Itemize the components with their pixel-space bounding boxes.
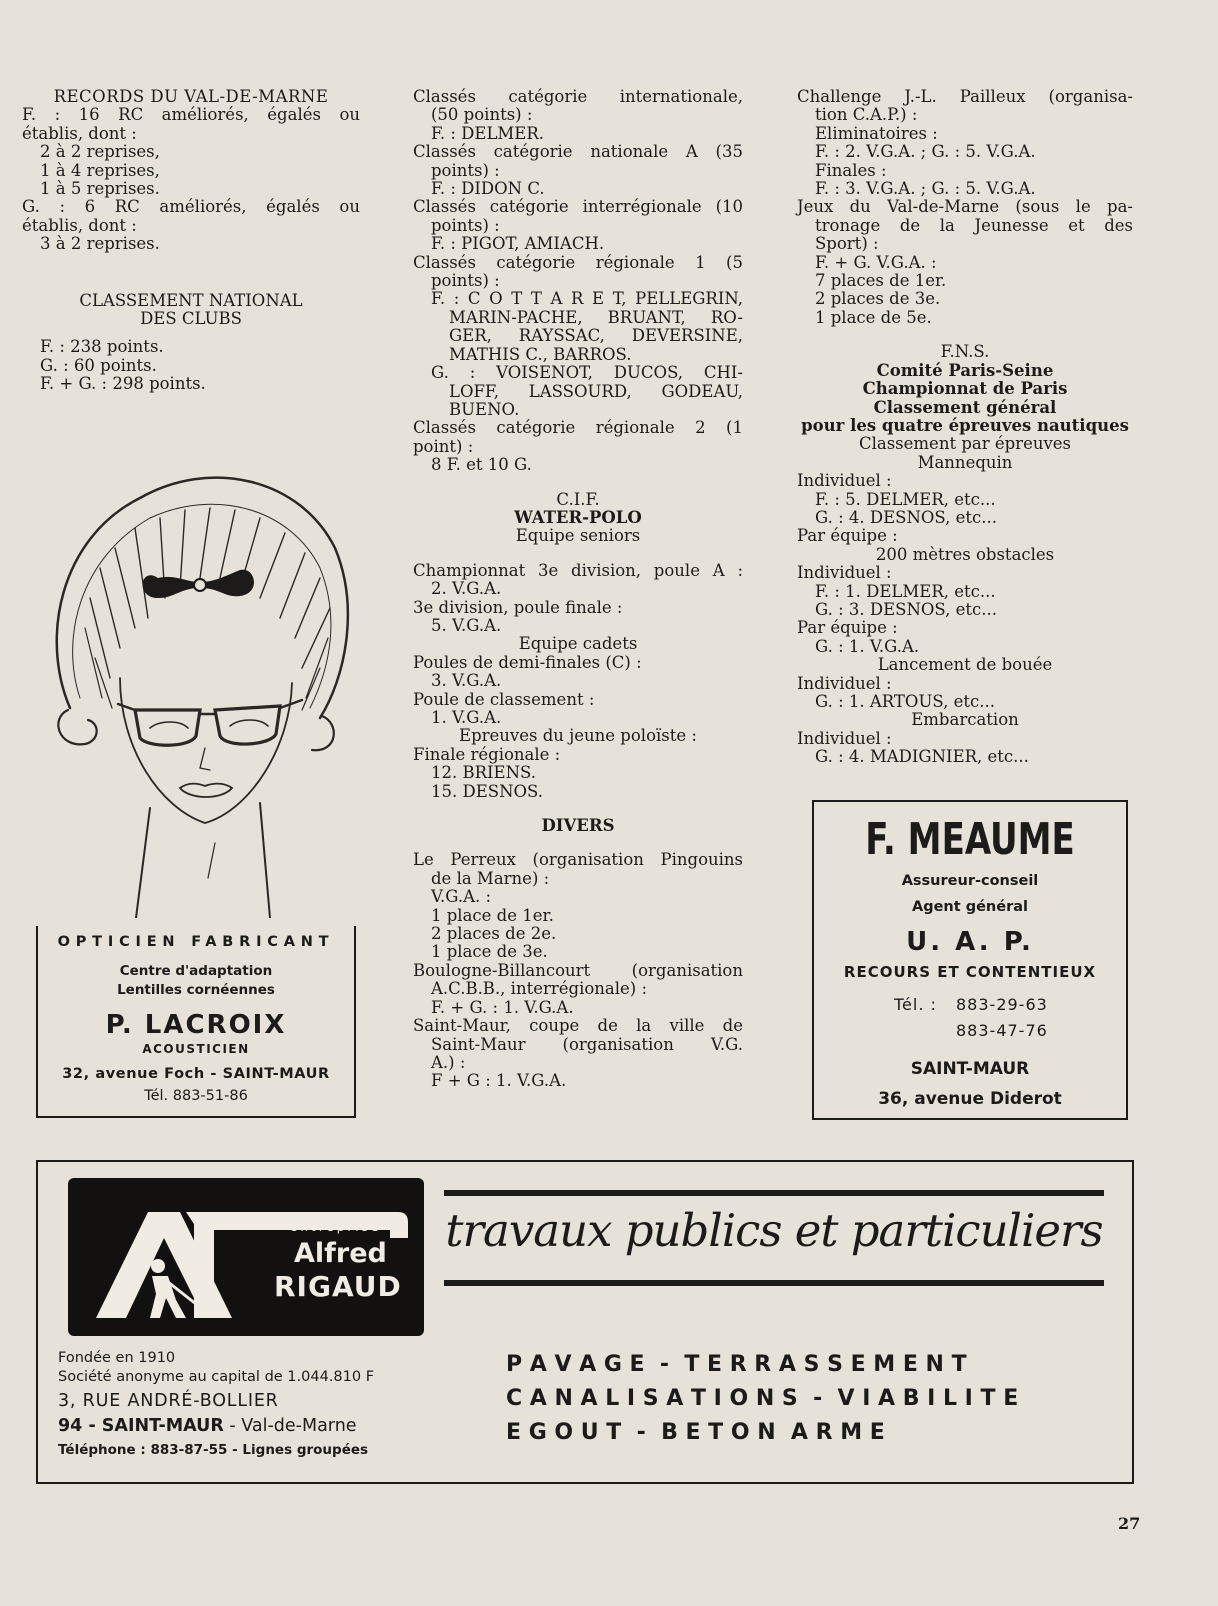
text-line: G. : 6 RC améliorés, égalés ou (22, 197, 360, 217)
text-line: Saint-Maur, coupe de la ville de (413, 1016, 743, 1036)
text-line: F. : 1. DELMER, etc... (815, 581, 996, 601)
records-title: RECORDS DU VAL-DE-MARNE (53, 87, 329, 106)
text-line: F. + G. : 298 points. (40, 374, 206, 394)
text-line: A.) : (431, 1052, 466, 1072)
text-line: points) : (431, 215, 500, 235)
rigaud-city (58, 1416, 438, 1436)
text-line: Par équipe : (797, 618, 898, 638)
section-heading: Classement général (873, 397, 1057, 417)
rigaud-logo-small-text: entreprise (290, 1220, 382, 1234)
spacer (797, 327, 1133, 343)
optician-subtitle: ACOUSTICIEN (142, 1042, 250, 1056)
text-line: de la Marne) : (431, 868, 550, 888)
text-line: Le Perreux (organisation Pingouins (413, 850, 743, 870)
rigaud-service-line: P A V A G E - T E R R A S S E M E N T (506, 1352, 967, 1377)
rigaud-info (58, 1350, 438, 1458)
text-line: 8 F. et 10 G. (431, 455, 532, 475)
spacer (413, 475, 743, 491)
text-line: Equipe seniors (515, 526, 641, 546)
rigaud-founded: Fondée en 1910 (58, 1350, 176, 1366)
text-line: Classés catégorie régionale 1 (5 (413, 252, 743, 272)
meaume-tel-label: Tél. : (894, 995, 937, 1014)
text-line: 1 à 5 reprises. (40, 179, 160, 199)
meaume-line2: Agent général (911, 899, 1028, 915)
optician-name: P. LACROIX (105, 1010, 287, 1040)
rigaud-logo-name1: Alfred (294, 1238, 387, 1269)
rigaud-advertisement (36, 1160, 1134, 1484)
text-line: Individuel : (797, 728, 892, 748)
text-line: Individuel : (797, 563, 892, 583)
meaume-phones (814, 995, 1126, 1047)
rigaud-logo-name2: RIGAUD (274, 1270, 402, 1303)
text-line: 2 places de 2e. (431, 924, 557, 944)
optician-address: 32, avenue Foch - SAINT-MAUR (62, 1066, 330, 1082)
text-line: Finale régionale : (413, 744, 561, 764)
text-line: F. : DELMER. (431, 123, 545, 143)
optician-line1: Centre d'adaptation (119, 963, 273, 979)
text-line: (50 points) : (431, 105, 533, 125)
column-challenges (797, 88, 1133, 767)
text-line: F. : C O T T A R E T, PELLEGRIN, (431, 289, 743, 309)
text-line: Championnat 3e division, poule A : (413, 560, 743, 580)
text-line: G. : 1. ARTOUS, etc... (815, 692, 995, 711)
text-line: Individuel : (797, 471, 892, 491)
rigaud-city-bold: 94 - SAINT-MAUR (58, 1416, 224, 1436)
meaume-address: 36, avenue Diderot (878, 1089, 1062, 1109)
text-line: V.G.A. : (431, 887, 492, 907)
classement-title-1: CLASSEMENT NATIONAL (79, 290, 303, 310)
text-line: Classement par épreuves (858, 434, 1072, 454)
rigaud-street: 3, RUE ANDRÉ-BOLLIER (58, 1391, 279, 1411)
records-list (22, 106, 360, 253)
text-line: 200 mètres obstacles (875, 544, 1055, 564)
text-line: Finales : (815, 160, 887, 180)
spacer (413, 801, 743, 817)
rigaud-logo (68, 1178, 424, 1336)
rigaud-slogan: travaux publics et particuliers (445, 1204, 1103, 1257)
text-line: établis, dont : (22, 215, 137, 235)
text-line: F + G : 1. V.G.A. (431, 1071, 567, 1091)
meaume-advertisement (812, 800, 1128, 1120)
classement-title-2: DES CLUBS (140, 309, 242, 329)
text-line: BUENO. (449, 399, 520, 419)
rigaud-service-line: E G O U T - B E T O N A R M E (506, 1420, 885, 1445)
optician-advertisement (36, 926, 356, 1118)
text-line: Individuel : (797, 673, 892, 693)
text-line: 12. BRIENS. (431, 763, 536, 783)
text-line: Classés catégorie interrégionale (10 (413, 197, 743, 217)
text-line: établis, dont : (22, 123, 137, 143)
text-line: 1 place de 5e. (815, 307, 932, 327)
meaume-tel-1: 883-29-63 (956, 995, 1048, 1014)
text-line: 2 à 2 reprises, (40, 142, 160, 162)
text-line: Jeux du Val-de-Marne (sous le pa- (797, 197, 1133, 217)
meaume-line3: RECOURS ET CONTENTIEUX (843, 963, 1097, 981)
text-line: GER, RAYSSAC, DEVERSINE, (449, 326, 743, 346)
text-line: Classés catégorie nationale A (35 (413, 142, 743, 162)
text-line: 15. DESNOS. (431, 781, 543, 801)
text-line: F.N.S. (940, 342, 990, 362)
text-line: 1. V.G.A. (431, 708, 502, 727)
page-number: 27 (1118, 1514, 1141, 1533)
text-line: point) : (413, 436, 474, 456)
section-heading: WATER-POLO (514, 507, 642, 527)
text-line: Equipe cadets (518, 634, 638, 654)
text-line: MARIN-PACHE, BRUANT, RO- (449, 307, 743, 327)
text-line: C.I.F. (556, 489, 600, 509)
rigaud-rule-top (444, 1190, 1104, 1196)
text-line: LOFF, LASSOURD, GODEAU, (449, 381, 743, 401)
text-line: 3 à 2 reprises. (40, 234, 160, 254)
text-line: MATHIS C., BARROS. (449, 344, 632, 364)
text-line: tronage de la Jeunesse et des (815, 215, 1133, 235)
woman-portrait-illustration (40, 448, 360, 918)
text-line: G. : 4. MADIGNIER, etc... (815, 747, 1029, 767)
text-line: G. : 4. DESNOS, etc... (815, 507, 997, 527)
optician-line2: Lentilles cornéennes (117, 982, 275, 998)
text-line: Embarcation (911, 710, 1019, 730)
text-line: 3e division, poule finale : (413, 597, 623, 617)
text-line: Mannequin (917, 452, 1013, 472)
section-heading: Comité Paris-Seine (876, 360, 1054, 380)
section-heading: DIVERS (541, 816, 615, 836)
rigaud-city-rest: - Val-de-Marne (223, 1416, 357, 1436)
text-line: F. : PIGOT, AMIACH. (431, 234, 605, 254)
text-line: Lancement de bouée (877, 655, 1053, 675)
text-line: F. + G. : 1. V.G.A. (431, 997, 574, 1017)
text-line: G. : 60 points. (40, 355, 157, 375)
text-line: points) : (431, 160, 500, 180)
text-line: 7 places de 1er. (815, 271, 947, 291)
text-line: G. : 1. V.G.A. (815, 636, 920, 656)
text-line: Epreuves du jeune poloïste : (459, 726, 697, 746)
text-line: G. : VOISENOT, DUCOS, CHI- (431, 363, 743, 383)
text-line: 1 place de 3e. (431, 942, 548, 962)
text-line: 1 à 4 reprises, (40, 160, 160, 180)
text-line: Classés catégorie internationale, (413, 87, 743, 106)
column-records (22, 88, 360, 394)
meaume-line1: Assureur-conseil (901, 873, 1039, 889)
text-line: Boulogne-Billancourt (organisation (413, 960, 743, 980)
meaume-name: F. MEAUME (865, 814, 1075, 865)
text-line: 1 place de 1er. (431, 905, 554, 925)
text-line: Par équipe : (797, 526, 898, 546)
rigaud-service-line: C A N A L I S A T I O N S - V I A B I L I T E (506, 1386, 1019, 1411)
text-line: 5. V.G.A. (431, 615, 502, 635)
text-line: F. : 2. V.G.A. ; G. : 5. V.G.A. (815, 142, 1036, 162)
optician-phone: Tél. 883-51-86 (144, 1088, 248, 1104)
text-line: F. : 16 RC améliorés, égalés ou (22, 105, 360, 125)
text-line: points) : (431, 271, 500, 291)
meaume-tel-2: 883-47-76 (956, 1021, 1048, 1040)
text-line: Classés catégorie régionale 2 (1 (413, 418, 743, 438)
text-line: Eliminatoires : (815, 123, 938, 143)
rigaud-services (506, 1348, 1106, 1450)
meaume-company: U. A. P. (906, 927, 1034, 957)
text-line: F. : DIDON C. (431, 179, 545, 199)
text-line: Challenge J.-L. Pailleux (organisa- (797, 87, 1133, 106)
text-line: F. : 3. V.G.A. ; G. : 5. V.G.A. (815, 179, 1036, 199)
rigaud-capital: Société anonyme au capital de 1.044.810 F (58, 1369, 375, 1385)
optician-title: OPTICIEN FABRICANT (57, 934, 335, 950)
text-line: G. : 3. DESNOS, etc... (815, 599, 997, 619)
section-heading: Championnat de Paris (862, 379, 1068, 399)
rigaud-rule-bottom (444, 1280, 1104, 1286)
text-line: 2. V.G.A. (431, 579, 502, 599)
text-line: Poules de demi-finales (C) : (413, 652, 642, 672)
column-results (413, 88, 743, 1091)
text-line: tion C.A.P.) : (815, 105, 918, 125)
meaume-city: SAINT-MAUR (910, 1059, 1030, 1079)
text-line: A.C.B.B., interrégionale) : (431, 979, 648, 999)
rigaud-phone: Téléphone : 883-87-55 - Lignes groupées (58, 1442, 369, 1458)
text-line: F. + G. V.G.A. : (815, 252, 937, 272)
text-line: 2 places de 3e. (815, 289, 941, 309)
text-line: F. : 5. DELMER, etc... (815, 489, 996, 509)
classement-list (22, 338, 360, 393)
spacer (413, 546, 743, 562)
text-line: Poule de classement : (413, 689, 595, 709)
section-heading: pour les quatre épreuves nautiques (801, 415, 1129, 435)
spacer (413, 835, 743, 851)
text-line: 3. V.G.A. (431, 671, 502, 691)
text-line: Sport) : (815, 234, 879, 254)
text-line: Saint-Maur (organisation V.G. (431, 1034, 743, 1054)
text-line: F. : 238 points. (40, 337, 164, 357)
